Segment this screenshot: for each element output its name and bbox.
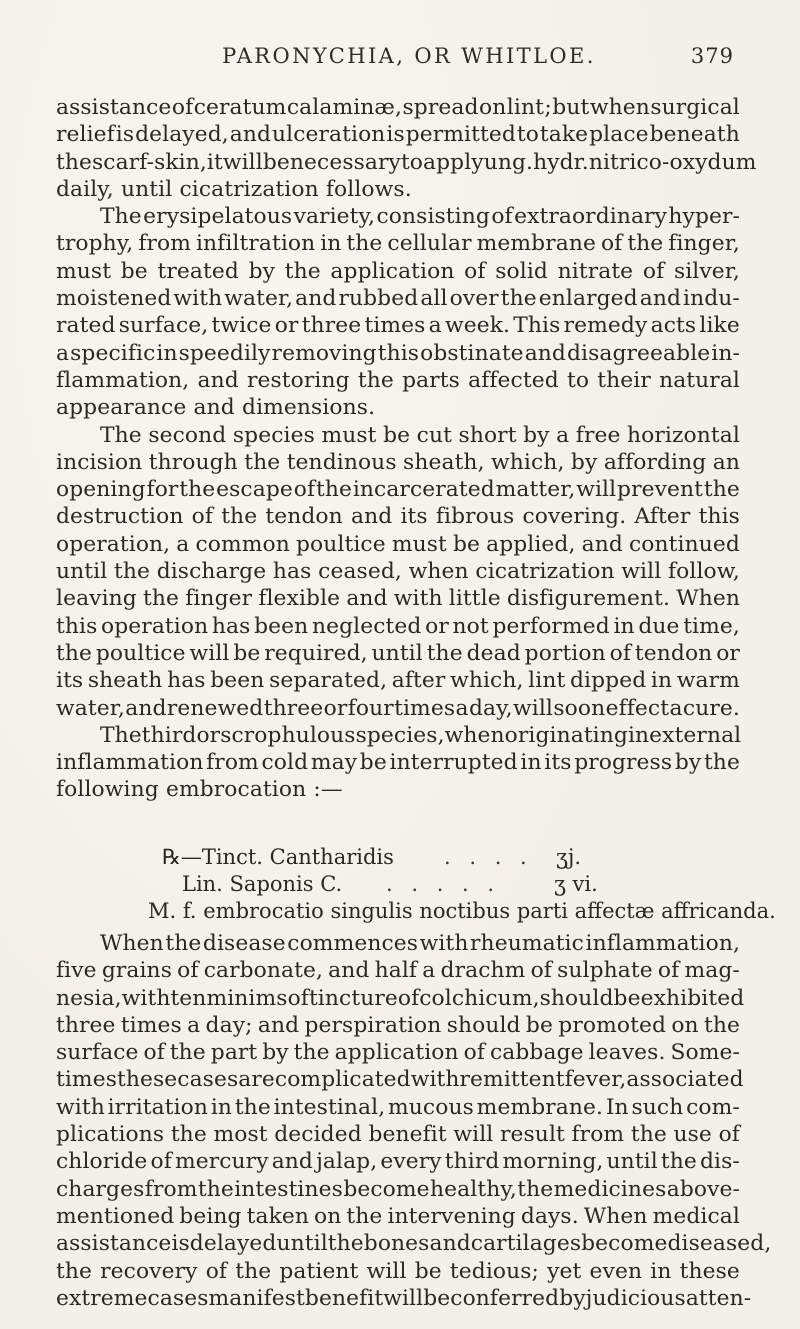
text-line: the scarf-skin, it will be necessary to apply ung. hydr. nitrico-oxydum [56,149,757,175]
text-line: water, and renewed three or four times a day, will soon effect a cure. [56,695,740,721]
text-line: with irritation in the intestinal, mucous membrane. In such com- [56,1094,740,1120]
text-line: times these cases are complicated with remittent fever, associated [56,1067,744,1093]
text-line: trophy, from infiltration in the cellular membrane of the finger, [56,231,740,257]
running-head [54,44,734,84]
text-line: inflammation from cold may be interrupted in its progress by the [56,750,740,776]
text-line: opening for the escape of the incarcerated matter, will prevent the [56,477,740,503]
text-line: relief is delayed, and ulceration is permitted to take place beneath [56,122,740,148]
text-line: surface of the part by the application of cabbage leaves. Some- [56,1040,740,1066]
text-line: three times a day; and perspiration should be promoted on the [56,1012,740,1038]
text-line: five grains of carbonate, and half a drachm of sulphate of mag- [56,958,740,984]
prescription-ingredient-2: Lin. Saponis C. [182,872,343,896]
text-line: moistened with water, and rubbed all over the enlarged and indu- [56,286,740,312]
text-line: operation, a common poultice must be applied, and continued [56,531,740,557]
body-text-part-2 [56,930,772,1312]
text-line: The second species must be cut short by a free horizontal [100,422,740,448]
text-line: mentioned being taken on the intervening days. When medical [56,1203,740,1229]
text-line: assistance is delayed until the bones and cartilages become diseased, [56,1231,772,1257]
text-line: extreme cases manifest benefit will be conferred by judicious atten- [56,1285,752,1311]
text-line: until the discharge has ceased, when cicatrization will follow, [56,559,740,585]
text-line: When the disease commences with rheumatic inflammation, [100,931,740,956]
text-line: must be treated by the application of solid nitrate of silver, [56,258,740,284]
text-line: a specific in speedily removing this obstinate and disagreeable in- [56,340,740,366]
text-line: appearance and dimensions. [56,395,376,421]
prescription-ingredient-1: ℞—Tinct. Cantharidis [162,845,394,869]
text-line: the poultice will be required, until the dead portion of tendon or [56,640,740,666]
body-text-part-1 [56,94,757,804]
text-line: assistance of ceratum calaminæ, spread on lint ; but when surgical [56,95,740,120]
prescription-quantity-1: ʒj. [556,845,582,869]
text-line: rated surface, twice or three times a week. This remedy acts like [56,313,740,339]
text-line: nesia, with ten minims of tincture of colchicum, should be exhibited [56,985,745,1011]
text-line: destruction of the tendon and its fibrous covering. After this [56,504,740,530]
text-line: plications the most decided benefit will result from the use of [56,1122,740,1148]
text-line: daily, until cicatrization follows. [56,176,412,202]
text-line: charges from the intestines become healthy, the medicines above- [56,1176,740,1202]
prescription-directions: M. f. embrocatio singulis noctibus parti affectæ affricanda. [148,899,776,923]
text-block [56,94,776,1311]
running-title: PARONYCHIA, OR WHITLOE. [222,44,596,68]
text-line: The third or scrophulous species, when originating in external [100,722,742,748]
text-line: the recovery of the patient will be tedious; yet even in these [56,1258,740,1284]
text-line: The erysipelatous variety, consisting of extraordinary hyper- [100,204,740,230]
text-line: flammation, and restoring the parts affected to their natural [56,367,740,393]
text-line: chloride of mercury and jalap, every third morning, until the dis- [56,1149,740,1175]
text-line: its sheath has been separated, after which, lint dipped in warm [56,668,740,694]
prescription-leader-1: . . . . [444,845,533,869]
prescription-quantity-2: ʒ vi. [554,872,598,896]
prescription-leader-2: . . . . . [386,872,501,896]
page-number: 379 [690,44,734,68]
text-line: incision through the tendinous sheath, which, by affording an [56,449,740,475]
text-line: this operation has been neglected or not performed in due time, [56,613,740,639]
text-line: leaving the finger flexible and with little disfigurement. When [56,586,740,612]
text-line: following embrocation :— [56,777,343,803]
